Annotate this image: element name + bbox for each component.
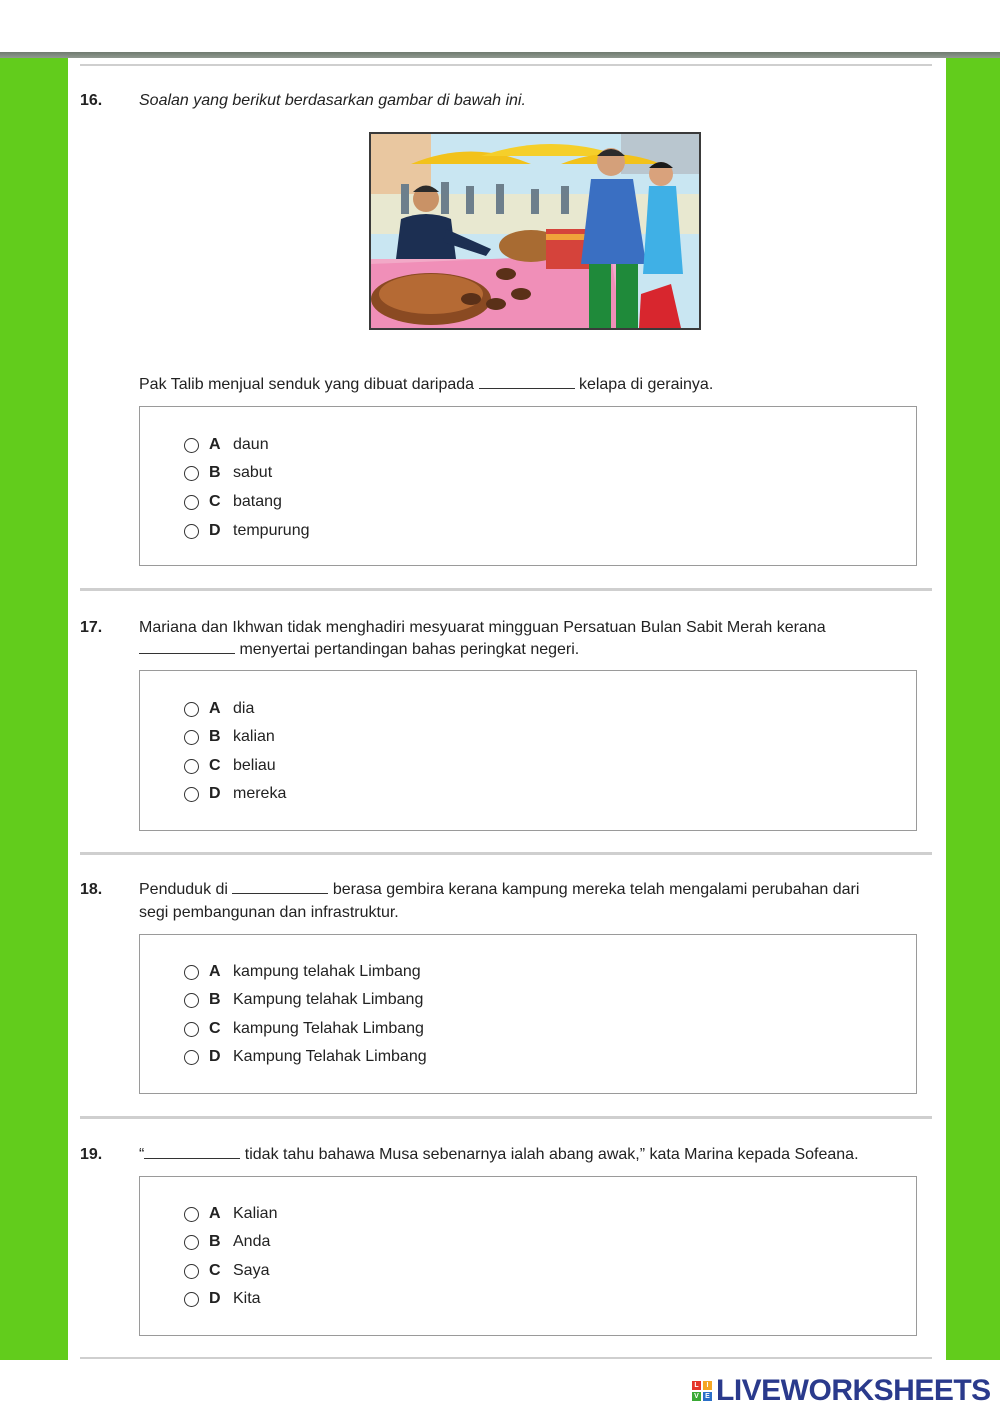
question-19-options <box>139 1176 917 1336</box>
option-a[interactable]: A Kalian <box>184 1203 277 1225</box>
radio-button[interactable] <box>184 759 199 774</box>
option-text: Kampung Telahak Limbang <box>233 1048 427 1065</box>
question-16-number: 16. <box>80 92 103 109</box>
option-d[interactable]: D Kampung Telahak Limbang <box>184 1046 427 1068</box>
option-b[interactable]: B Anda <box>184 1231 270 1253</box>
option-text: batang <box>233 493 282 510</box>
radio-button[interactable] <box>184 965 199 980</box>
option-text: sabut <box>233 464 273 481</box>
option-text: Anda <box>233 1233 271 1250</box>
logo-mark-icon: L I V E <box>692 1381 712 1401</box>
option-d[interactable]: D mereka <box>184 783 286 805</box>
radio-button[interactable] <box>184 438 199 453</box>
question-16-stem-before: Pak Talib menjual senduk yang dibuat daripada <box>139 376 475 393</box>
separator <box>80 588 932 591</box>
option-text: dia <box>233 700 255 717</box>
radio-button[interactable] <box>184 993 199 1008</box>
option-text: mereka <box>233 785 287 802</box>
question-18-number: 18. <box>80 881 103 898</box>
option-c[interactable]: C kampung Telahak Limbang <box>184 1018 424 1040</box>
question-17-line2 <box>139 639 579 661</box>
question-19-stem-after: tidak tahu bahawa Musa sebenarnya ialah abang awak,” kata Marina kepada Sofeana. <box>244 1146 859 1163</box>
question-18-line2: segi pembangunan dan infrastruktur. <box>139 904 399 921</box>
option-a[interactable]: A daun <box>184 434 269 456</box>
radio-button[interactable] <box>184 1235 199 1250</box>
question-16-stem-after: kelapa di gerainya. <box>578 376 714 393</box>
answer-blank <box>479 374 575 389</box>
radio-button[interactable] <box>184 524 199 539</box>
radio-button[interactable] <box>184 1207 199 1222</box>
option-d[interactable]: D tempurung <box>184 520 310 542</box>
answer-blank <box>139 639 235 654</box>
option-a[interactable]: A kampung telahak Limbang <box>184 961 421 983</box>
radio-button[interactable] <box>184 787 199 802</box>
question-17-line2-after: menyertai pertandingan bahas peringkat negeri. <box>239 641 580 658</box>
question-16-options <box>139 406 917 566</box>
radio-button[interactable] <box>184 495 199 510</box>
option-text: daun <box>233 436 269 453</box>
question-17-line1: Mariana dan Ikhwan tidak menghadiri mesyuarat mingguan Persatuan Bulan Sabit Merah kerana <box>139 619 826 636</box>
open-quote: “ <box>139 1146 145 1163</box>
radio-button[interactable] <box>184 466 199 481</box>
question-17-number: 17. <box>80 619 103 636</box>
radio-button[interactable] <box>184 1292 199 1307</box>
radio-button[interactable] <box>184 1264 199 1279</box>
question-18-line1-after: berasa gembira kerana kampung mereka telah mengalami perubahan dari <box>332 881 860 898</box>
option-text: kampung telahak Limbang <box>233 963 421 980</box>
option-b[interactable]: B Kampung telahak Limbang <box>184 989 423 1011</box>
option-b[interactable]: B sabut <box>184 462 272 484</box>
radio-button[interactable] <box>184 1050 199 1065</box>
answer-blank <box>232 879 328 894</box>
answer-blank <box>144 1144 240 1159</box>
option-a[interactable]: A dia <box>184 698 254 720</box>
liveworksheets-logo[interactable] <box>692 1373 991 1409</box>
question-19-number: 19. <box>80 1146 103 1163</box>
option-text: kalian <box>233 728 275 745</box>
option-b[interactable]: B kalian <box>184 726 275 748</box>
question-16-instruction: Soalan yang berikut berdasarkan gambar di bawah ini. <box>139 92 526 109</box>
option-text: kampung Telahak Limbang <box>233 1020 424 1037</box>
option-text: tempurung <box>233 522 310 539</box>
question-18-options <box>139 934 917 1094</box>
option-c[interactable]: C beliau <box>184 755 276 777</box>
question-18-line1-before: Penduduk di <box>139 881 228 898</box>
radio-button[interactable] <box>184 1022 199 1037</box>
question-19-stem <box>139 1144 859 1166</box>
separator <box>80 852 932 855</box>
brand-name: LIVEWORKSHEETS <box>716 1374 991 1407</box>
right-green-margin <box>946 58 1000 1360</box>
option-text: Kita <box>233 1290 261 1307</box>
left-green-margin <box>0 58 68 1360</box>
option-d[interactable]: D Kita <box>184 1288 261 1310</box>
separator <box>80 1357 932 1359</box>
option-c[interactable]: C batang <box>184 491 282 513</box>
option-text: beliau <box>233 757 276 774</box>
market-stall-illustration <box>369 132 701 330</box>
question-16-stem <box>139 374 713 396</box>
option-text: Saya <box>233 1262 270 1279</box>
radio-button[interactable] <box>184 702 199 717</box>
option-text: Kampung telahak Limbang <box>233 991 424 1008</box>
separator <box>80 64 932 66</box>
question-17-options <box>139 670 917 831</box>
radio-button[interactable] <box>184 730 199 745</box>
option-c[interactable]: C Saya <box>184 1260 269 1282</box>
option-text: Kalian <box>233 1205 278 1222</box>
question-18-line1 <box>139 879 859 901</box>
separator <box>80 1116 932 1119</box>
